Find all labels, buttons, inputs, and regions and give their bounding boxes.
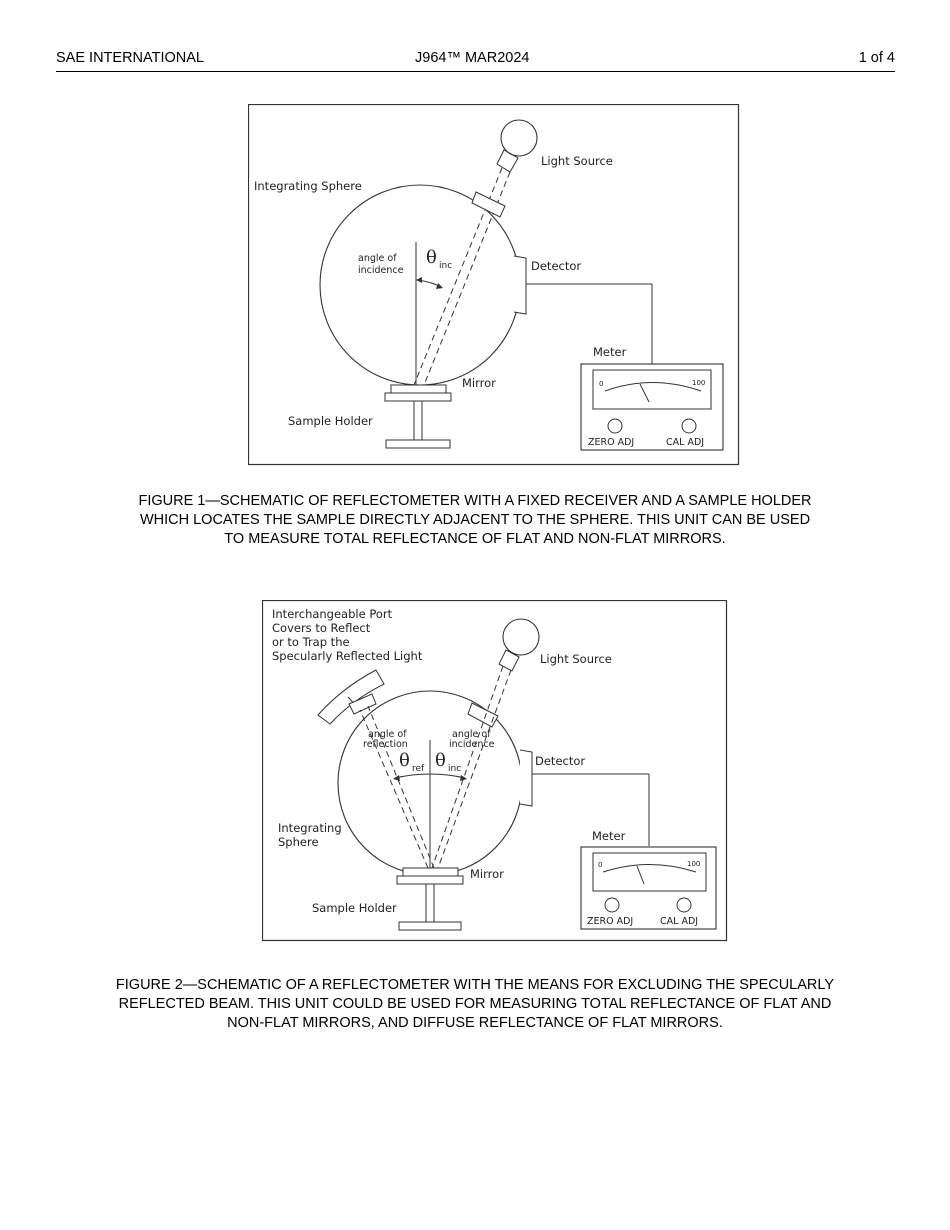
theta-symbol: θ [426,247,437,268]
document-id: J964™ MAR2024 [415,50,530,66]
port-cover-label-line4: Specularly Reflected Light [272,649,423,663]
port-cover-label-line1: Interchangeable Port [272,607,393,621]
meter-label: Meter [592,829,626,843]
theta-subscript: inc [439,261,453,271]
integrating-sphere [320,185,520,385]
meter-display [593,853,706,891]
incidence-angle-label-line1: angle of [452,729,491,740]
figure-1-svg [248,104,740,466]
light-source-label: Light Source [540,652,612,666]
angle-arrow-left [393,775,400,781]
cal-adj-knob [682,419,696,433]
port-cover-label-line3: or to Trap the [272,635,350,649]
zero-adj-knob [608,419,622,433]
theta-inc-subscript: inc [448,764,462,774]
zero-adj-knob [605,898,619,912]
sample-holder-plate [397,876,463,884]
angle-arrow-left [416,277,422,283]
sample-holder-plate [385,393,451,401]
caption-line: TO MEASURE TOTAL REFLECTANCE OF FLAT AND NON-FLAT MIRRORS. [224,531,726,547]
theta-ref-symbol: θ [399,750,410,771]
integrating-sphere-label-line1: Integrating [278,821,342,835]
zero-adj-label: ZERO ADJ [587,916,634,927]
angle-arrow-right [436,283,443,289]
figure-2-diagram [262,600,728,942]
light-source-housing [497,150,518,172]
interchangeable-port-cover [318,670,384,724]
integrating-sphere-label-line2: Sphere [278,835,319,849]
caption-line: WHICH LOCATES THE SAMPLE DIRECTLY ADJACENT TO THE SPHERE. THIS UNIT CAN BE USED [139,512,811,528]
holder-base [399,922,461,930]
mirror [403,868,458,876]
detector-port [520,750,532,806]
theta-inc-symbol: θ [435,750,446,771]
incidence-angle-label-line2: incidence [449,739,495,750]
light-source-label: Light Source [541,154,613,168]
sample-holder-label: Sample Holder [288,414,373,428]
light-source-bulb [501,120,537,156]
detector-label: Detector [531,259,582,273]
mirror-label: Mirror [470,867,504,881]
page-number: 1 of 4 [858,50,895,66]
scale-min: 0 [598,861,603,869]
detector-port [514,256,526,314]
figure-1-diagram [248,104,740,466]
angle-arrow-right [460,775,467,781]
scale-min: 0 [599,380,604,388]
zero-adj-label: ZERO ADJ [588,437,635,448]
caption-line: FIGURE 1—SCHEMATIC OF REFLECTOMETER WITH A FIXED RECEIVER AND A SAMPLE HOLDER [138,493,812,509]
cal-adj-knob [677,898,691,912]
publisher-name: SAE INTERNATIONAL [56,50,204,66]
scale-max: 100 [692,379,706,387]
holder-base [386,440,450,448]
reflection-angle-label-line1: angle of [368,729,407,740]
meter-label: Meter [593,345,627,359]
light-source-bulb [503,619,539,655]
figure-1-caption [60,492,890,549]
figure-2-svg [262,600,728,942]
caption-line: FIGURE 2—SCHEMATIC OF A REFLECTOMETER WITH THE MEANS FOR EXCLUDING THE SPECULARLY [115,977,835,993]
figure-2-caption [60,976,890,1033]
caption-line: NON-FLAT MIRRORS, AND DIFFUSE REFLECTANCE OF FLAT MIRRORS. [227,1015,723,1031]
caption-line: REFLECTED BEAM. THIS UNIT COULD BE USED FOR MEASURING TOTAL REFLECTANCE OF FLAT AND [118,996,832,1012]
detector-label: Detector [535,754,586,768]
mirror-label: Mirror [462,376,496,390]
incidence-label: incidence [358,265,404,276]
sample-holder-label: Sample Holder [312,901,397,915]
page-header [56,49,895,72]
cal-adj-label: CAL ADJ [666,437,705,448]
reflection-angle-label-line2: reflection [363,739,408,750]
angle-of-label: angle of [358,253,397,264]
theta-ref-subscript: ref [412,764,425,774]
mirror [391,385,446,393]
scale-max: 100 [687,860,701,868]
integrating-sphere-label: Integrating Sphere [254,179,362,193]
port-cover-label-line2: Covers to Reflect [272,621,371,635]
cal-adj-label: CAL ADJ [660,916,699,927]
